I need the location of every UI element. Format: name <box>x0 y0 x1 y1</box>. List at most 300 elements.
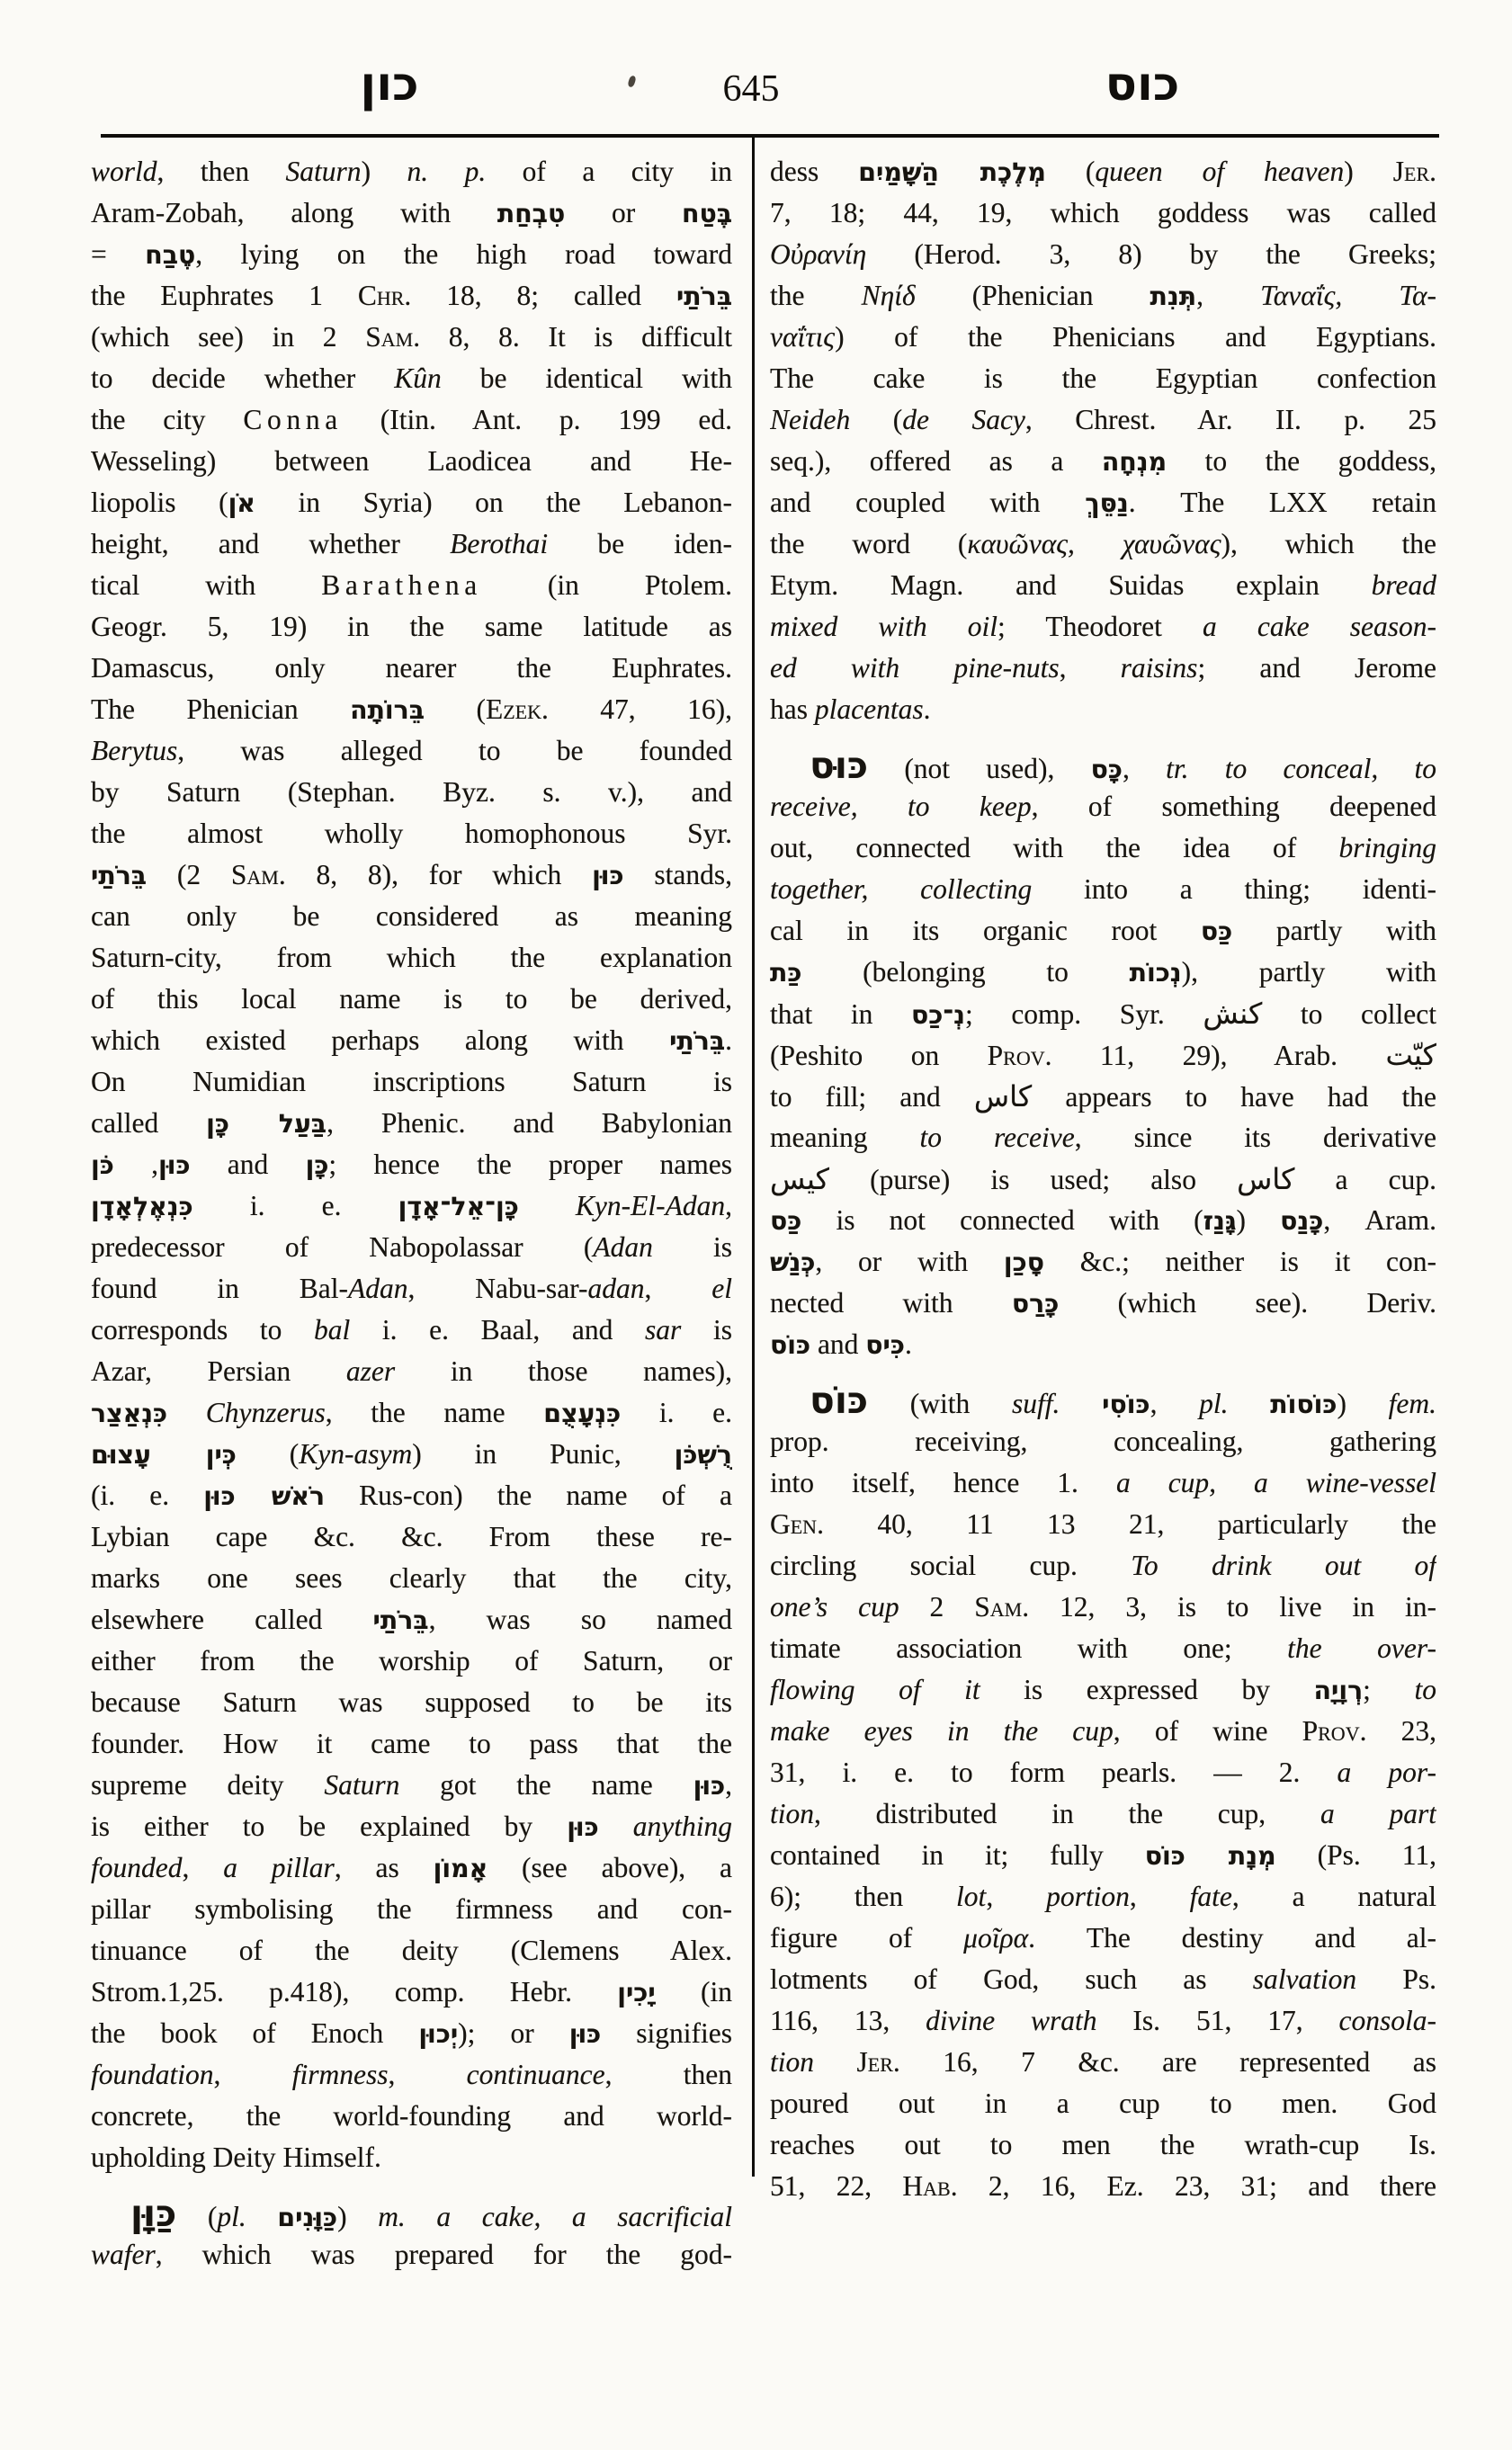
text-line <box>91 689 732 730</box>
text-segment: Adan <box>347 1273 408 1304</box>
right-column <box>770 151 1436 2207</box>
text-segment: Saturn <box>324 1769 400 1801</box>
text-segment: the over- <box>1287 1632 1436 1664</box>
text-segment: (Phenician <box>915 280 1150 311</box>
text-line <box>770 606 1436 648</box>
text-segment: 12, 3, is to live in in- <box>1029 1591 1436 1623</box>
hebrew-word: נַסֵּךְ <box>1085 488 1129 518</box>
text-segment: into itself, hence 1. <box>770 1467 1116 1498</box>
text-segment: (Ps. 11, <box>1275 1839 1436 1871</box>
text-segment: i. e. <box>621 1397 732 1428</box>
text-line <box>91 192 732 234</box>
text-segment: = <box>91 238 146 270</box>
text-segment: (which see). Deriv. <box>1059 1287 1436 1319</box>
text-line <box>91 275 732 317</box>
text-segment: , was so named <box>428 1604 732 1635</box>
hebrew-word: בַּעַל כָּן <box>206 1109 327 1139</box>
text-segment: meaning <box>770 1122 920 1153</box>
text-line <box>91 2013 732 2054</box>
text-segment: make eyes in the cup <box>770 1715 1114 1747</box>
text-segment: has <box>770 693 815 725</box>
text-line <box>770 441 1436 482</box>
text-segment: ) <box>337 2201 379 2232</box>
hebrew-word: כַּס <box>770 1206 802 1236</box>
text-line <box>91 1558 732 1599</box>
hebrew-word: כָּן <box>305 1150 329 1180</box>
text-segment: to fill; and <box>770 1081 974 1113</box>
text-segment: fem. <box>1388 1388 1436 1419</box>
text-segment: the word ( <box>770 528 968 559</box>
text-segment: Jer. <box>1392 156 1436 187</box>
hebrew-word: כּוֹס <box>770 1330 811 1360</box>
hebrew-word: כִּנְאֶלְאָדָן <box>91 1192 193 1221</box>
hebrew-word: כָּנַס <box>1280 1206 1324 1236</box>
text-segment: raisins <box>1120 652 1198 684</box>
text-segment: dess <box>770 156 859 187</box>
greek-word: ναΐτις <box>770 321 836 353</box>
text-segment: (which see) in 2 <box>91 321 366 353</box>
text-segment: ; comp. Syr. <box>964 998 1203 1030</box>
text-segment: pl. <box>217 2201 246 2232</box>
arabic-word: كاس <box>1237 1162 1295 1196</box>
text-line <box>770 689 1436 730</box>
text-segment: ), Aram. <box>1194 1204 1436 1236</box>
text-line <box>91 1889 732 1930</box>
text-segment: receive, to keep <box>770 791 1032 822</box>
text-segment: partly with <box>1232 915 1436 946</box>
text-segment: i. e. <box>192 1190 398 1221</box>
text-segment: signifies <box>601 2017 732 2049</box>
text-line <box>91 317 732 358</box>
page-number: 645 <box>722 68 780 110</box>
text-segment <box>1229 1388 1271 1419</box>
text-segment: n. p. <box>407 156 487 187</box>
text-line <box>91 151 732 192</box>
text-segment: , then <box>157 156 286 187</box>
text-segment: ; Theodoret <box>998 611 1203 642</box>
text-line <box>91 937 732 979</box>
text-segment: ed with pine-nuts <box>770 652 1060 684</box>
text-line <box>770 2000 1436 2042</box>
text-segment: , was alleged to be founded <box>177 735 732 766</box>
text-segment: contained in it; fully <box>770 1839 1145 1871</box>
text-segment: i. e. Baal, and <box>350 1314 646 1346</box>
text-segment: Kyn-asym <box>299 1438 413 1470</box>
text-line <box>91 441 732 482</box>
text-segment: Geogr. 5, 19) in the same latitude as <box>91 611 732 642</box>
text-line <box>91 1020 732 1061</box>
text-segment: a part <box>1320 1798 1436 1829</box>
text-segment: got the name <box>399 1769 693 1801</box>
text-segment: suff. <box>1012 1388 1060 1419</box>
text-segment: upholding Deity Himself. <box>91 2142 381 2173</box>
hebrew-word: כַּוָּנִים <box>277 2203 338 2232</box>
text-segment: Adan <box>593 1231 653 1263</box>
text-segment: a por- <box>1337 1757 1436 1788</box>
hebrew-word: כָּס <box>1090 755 1123 784</box>
hebrew-word: אֹן <box>228 488 255 518</box>
hebrew-word: בֵּרֹתַי <box>669 1026 726 1056</box>
text-line <box>770 952 1436 993</box>
text-line <box>91 606 732 648</box>
text-segment: 7, 18; 44, 19, which goddess was called <box>770 197 1436 228</box>
text-segment: corresponds to <box>91 1314 314 1346</box>
text-segment: Prov. <box>987 1040 1052 1071</box>
text-line <box>91 1765 732 1806</box>
text-line <box>770 1462 1436 1504</box>
text-line <box>770 1876 1436 1918</box>
text-segment: The cake is the Egyptian confection <box>770 362 1436 394</box>
text-segment: , distributed in the cup, <box>814 1798 1320 1829</box>
text-segment: Lybian cape &c. &c. From these re- <box>91 1521 732 1552</box>
text-segment: Aram-Zobah, along with <box>91 197 497 228</box>
hebrew-word: מְנָת כּוֹס <box>1144 1841 1276 1871</box>
text-segment: To drink out of <box>1131 1550 1436 1581</box>
text-segment: ( <box>425 693 486 725</box>
text-segment: The Phenician <box>91 693 351 725</box>
text-line <box>770 1628 1436 1669</box>
text-segment: divine wrath <box>926 2005 1097 2036</box>
text-segment: the almost wholly homophonous Syr. <box>91 818 732 849</box>
hebrew-word: אָמוֹן <box>433 1854 488 1883</box>
text-segment: . <box>923 693 931 725</box>
text-segment: lotments of God, such as <box>770 1963 1253 1995</box>
text-segment: azer <box>345 1355 396 1387</box>
text-line <box>91 1972 732 2013</box>
left-column <box>91 151 732 2276</box>
text-segment: of this local name is to be derived, <box>91 983 732 1015</box>
text-segment: (Itin. Ant. p. 199 ed. <box>342 404 732 435</box>
text-line <box>770 2124 1436 2166</box>
text-segment: , <box>213 2059 292 2090</box>
text-segment: 31, i. e. to form pearls. — 2. <box>770 1757 1338 1788</box>
text-segment: ( <box>1236 1204 1281 1236</box>
hebrew-word: כּוּן <box>157 1150 191 1180</box>
text-segment: 2, 16, Ez. 23, 31; and there <box>957 2170 1436 2202</box>
text-line <box>91 1061 732 1103</box>
text-segment: Azar, Persian <box>91 1355 346 1387</box>
text-segment: ); or <box>458 2017 569 2049</box>
text-segment: ) <box>1337 1388 1389 1419</box>
text-segment: prop. receiving, concealing, gathering <box>770 1426 1436 1457</box>
text-segment: is not connected with <box>801 1204 1194 1236</box>
text-segment: 47, 16), <box>548 693 732 725</box>
text-line <box>91 1351 732 1392</box>
text-segment: be iden- <box>548 528 732 559</box>
text-segment: tical with <box>91 569 322 601</box>
text-line <box>770 869 1436 910</box>
hebrew-word: רְוָיָה <box>1313 1676 1364 1705</box>
text-segment: (not used), <box>868 753 1091 784</box>
text-segment: Sam. <box>365 321 421 353</box>
text-segment: 6); then <box>770 1881 957 1912</box>
text-segment: (in Ptolem. <box>481 569 732 601</box>
greek-word: καυῶνας, χαυῶνας <box>967 528 1221 559</box>
hebrew-word: יְכוּן <box>418 2019 459 2049</box>
text-segment: (Peshito on <box>770 1040 988 1071</box>
greek-word: Νηίδ <box>861 280 916 311</box>
text-segment: wafer <box>91 2239 156 2270</box>
text-segment: (see above), a <box>488 1852 732 1883</box>
text-line <box>91 482 732 523</box>
text-segment: Sam. <box>230 859 286 890</box>
text-segment: adan <box>587 1273 645 1304</box>
text-segment: Prov. <box>1302 1715 1367 1747</box>
text-segment: , the name <box>325 1397 544 1428</box>
text-segment: poured out in a cup to men. God <box>770 2088 1436 2119</box>
text-line <box>770 1200 1436 1241</box>
text-segment: , <box>725 1769 732 1801</box>
text-segment: to collect <box>1262 998 1436 1030</box>
text-segment: , or with <box>815 1246 1004 1277</box>
text-segment: 8, 8), for which <box>285 859 593 890</box>
text-line <box>770 786 1436 827</box>
text-segment: , <box>644 1273 712 1304</box>
text-segment: , <box>1196 280 1261 311</box>
greek-word: Ταναΐς, Τα- <box>1260 280 1436 311</box>
text-line <box>91 813 732 854</box>
text-segment: queen of heaven <box>1095 156 1345 187</box>
text-line <box>770 234 1436 275</box>
text-segment: (2 <box>147 859 231 890</box>
text-segment: called <box>91 1107 207 1139</box>
text-line <box>91 1310 732 1351</box>
hebrew-word: כּוֹס <box>810 1380 869 1421</box>
text-segment: world <box>91 156 157 187</box>
text-segment: ), partly with <box>1181 956 1436 988</box>
text-segment: lot <box>956 1881 987 1912</box>
text-segment: of a city in <box>486 156 732 187</box>
hebrew-word: כִּנְעָצֻם <box>543 1399 622 1428</box>
text-segment: Kyn-El-Adan <box>575 1190 726 1221</box>
text-segment: figure of <box>770 1922 964 1954</box>
text-segment: stands, <box>623 859 732 890</box>
ink-speck <box>627 75 637 88</box>
text-line <box>770 745 1436 786</box>
text-segment: tinuance of the deity (Clemens Alex. <box>91 1935 732 1966</box>
text-segment: timate association with one; <box>770 1632 1288 1664</box>
text-segment: foundation <box>91 2059 214 2090</box>
text-segment: , <box>1122 753 1167 784</box>
text-segment: , since its derivative <box>1074 1122 1436 1153</box>
text-line <box>770 1283 1436 1324</box>
text-line <box>770 648 1436 689</box>
text-segment: ( <box>850 404 903 435</box>
text-segment: concrete, the world-founding and world- <box>91 2100 732 2132</box>
text-line <box>91 2234 732 2276</box>
text-segment: appears to have had the <box>1032 1081 1436 1113</box>
text-segment: On Numidian inscriptions Saturn is <box>91 1066 732 1097</box>
text-line <box>770 275 1436 317</box>
text-line <box>770 1034 1436 1076</box>
text-segment: Conna <box>243 404 343 435</box>
text-line <box>91 2137 732 2178</box>
text-line <box>770 565 1436 606</box>
text-segment: , Nabu-sar- <box>407 1273 588 1304</box>
text-line <box>91 1434 732 1475</box>
text-segment: circling social cup. <box>770 1550 1132 1581</box>
text-segment: (with <box>868 1388 1013 1419</box>
text-segment: Kûn <box>394 362 442 394</box>
text-segment: ) <box>1344 156 1393 187</box>
text-segment: because Saturn was supposed to be its <box>91 1686 732 1718</box>
hebrew-word: כּוּן <box>567 1812 599 1842</box>
text-segment: , lying on the high road toward <box>195 238 732 270</box>
text-segment: ), which the <box>1221 528 1436 559</box>
hebrew-word: כּוּס <box>810 745 869 786</box>
text-line <box>91 1475 732 1516</box>
text-segment: 18, 8; called <box>411 280 676 311</box>
text-segment: firmness <box>291 2059 389 2090</box>
hebrew-word: כָּן־אֵל־אָדָן <box>398 1192 519 1221</box>
text-segment: liopolis ( <box>91 487 228 518</box>
text-segment: ; <box>1363 1674 1415 1705</box>
hebrew-word: כּוּן <box>568 2019 602 2049</box>
text-segment: . The destiny and al- <box>1028 1922 1436 1954</box>
text-line <box>770 1587 1436 1628</box>
text-segment: Ezek. <box>485 693 549 725</box>
text-segment: , Phenic. and Babylonian <box>327 1107 732 1139</box>
text-line <box>91 648 732 689</box>
arabic-word: كاس <box>973 1079 1033 1113</box>
text-line <box>91 1103 732 1144</box>
text-segment: , <box>725 1190 732 1221</box>
hebrew-word: כַּוָּן <box>130 2193 177 2234</box>
text-segment: Barathena <box>321 569 482 601</box>
paragraph <box>91 151 732 2178</box>
greek-word: Οὐρανίη <box>770 238 867 270</box>
text-line <box>770 1959 1436 2000</box>
text-segment: into a thing; identi- <box>1032 873 1436 905</box>
text-segment: Saturn-city, from which the explanation <box>91 942 732 973</box>
text-line <box>91 1144 732 1185</box>
text-segment <box>814 2046 856 2078</box>
text-segment: ) of the Phenicians and Egyptians. <box>835 321 1436 353</box>
text-segment: Neideh <box>770 404 851 435</box>
text-segment: 40, 11 13 21, particularly the <box>823 1508 1436 1540</box>
hebrew-word: בֵּרֹתַי <box>675 282 732 311</box>
text-line <box>770 993 1436 1034</box>
hebrew-word: רֹאשׁ כּוּן <box>203 1481 326 1511</box>
text-segment: , <box>182 1852 224 1883</box>
text-segment: pillar symbolising the firmness and con- <box>91 1893 732 1925</box>
text-segment: (i. e. <box>91 1480 204 1511</box>
text-line <box>91 1185 732 1227</box>
hebrew-word: בֵּרֹתַי <box>372 1605 429 1635</box>
text-segment: . <box>725 1024 732 1056</box>
text-line <box>91 854 732 896</box>
text-segment: seq.), offered as a <box>770 445 1102 477</box>
text-line <box>770 2083 1436 2124</box>
text-segment: is either to be explained by <box>91 1811 568 1842</box>
text-line <box>770 399 1436 441</box>
text-line <box>770 1117 1436 1158</box>
hebrew-word: נְכוֹת <box>1129 958 1182 988</box>
text-segment: the <box>770 280 862 311</box>
text-segment: be identical with <box>441 362 732 394</box>
text-segment: 116, 13, <box>770 2005 926 2036</box>
text-segment: which existed perhaps along with <box>91 1024 670 1056</box>
text-segment: salvation <box>1252 1963 1357 1995</box>
hebrew-word: כּוּן <box>592 861 624 890</box>
paragraph <box>91 2193 732 2276</box>
text-line <box>770 1918 1436 1959</box>
paragraph <box>770 151 1436 730</box>
hebrew-word: כְּנַשׁ <box>770 1247 816 1277</box>
text-line <box>91 2193 732 2234</box>
text-segment: together, collecting <box>770 873 1033 905</box>
text-segment: , which was prepared for the god- <box>155 2239 732 2270</box>
text-segment: pl. <box>1199 1388 1229 1419</box>
text-segment: , of wine <box>1113 1715 1302 1747</box>
text-segment: portion <box>1046 1881 1130 1912</box>
text-line <box>770 1752 1436 1793</box>
text-segment <box>167 1397 206 1428</box>
text-segment: , <box>1150 1388 1200 1419</box>
text-segment: bringing <box>1338 832 1436 863</box>
text-segment: , as <box>334 1852 434 1883</box>
text-segment: ; and Jerome <box>1197 652 1436 684</box>
text-line <box>91 1599 732 1641</box>
text-segment: is <box>652 1231 732 1263</box>
text-segment: tr. to conceal, to <box>1166 753 1436 784</box>
text-segment: the book of Enoch <box>91 2017 419 2049</box>
text-segment <box>1060 1388 1102 1419</box>
text-segment: Hab. <box>902 2170 958 2202</box>
text-segment: a cup. <box>1294 1164 1436 1195</box>
text-segment: ( <box>176 2201 218 2232</box>
text-segment: in those names), <box>395 1355 732 1387</box>
text-segment: , <box>113 1149 158 1180</box>
text-line <box>91 896 732 937</box>
text-segment: founded <box>91 1852 183 1883</box>
text-segment: marks one sees clearly that the city, <box>91 1562 732 1594</box>
hebrew-word: כּוֹסוֹת <box>1270 1390 1338 1419</box>
hebrew-word: יָכִין <box>617 1978 656 2007</box>
hebrew-word: כִּנְאַצַר <box>91 1399 168 1428</box>
text-line <box>770 910 1436 952</box>
text-segment: mixed with oil <box>770 611 998 642</box>
text-segment: tion <box>770 2046 815 2078</box>
text-segment: sar <box>645 1314 682 1346</box>
paragraph <box>770 1380 1436 2207</box>
header-rule <box>101 134 1439 138</box>
text-segment: 2 <box>899 1591 975 1623</box>
text-segment: Rus-con) the name of a <box>325 1480 732 1511</box>
hebrew-word: כַּת <box>770 958 802 988</box>
hebrew-word: נְ־כַס <box>911 1000 965 1030</box>
text-line <box>770 317 1436 358</box>
text-segment: or <box>565 197 682 228</box>
text-segment: fate <box>1189 1881 1232 1912</box>
text-segment: Berothai <box>450 528 549 559</box>
text-segment: height, and whether <box>91 528 451 559</box>
text-segment: placentas <box>814 693 924 725</box>
text-segment: Jer. <box>856 2046 900 2078</box>
text-line <box>91 730 732 772</box>
text-line <box>770 151 1436 192</box>
hebrew-word: כּוֹסִי <box>1102 1390 1150 1419</box>
text-segment: bal <box>314 1314 351 1346</box>
text-segment: , Chrest. Ar. II. p. 25 <box>1024 404 1436 435</box>
text-segment: , <box>388 2059 467 2090</box>
text-segment: (Herod. 3, 8) by the Greeks; <box>866 238 1436 270</box>
text-segment: 11, 29), Arab. <box>1051 1040 1386 1071</box>
text-line <box>91 1723 732 1765</box>
text-line <box>770 1076 1436 1117</box>
text-segment: supreme deity <box>91 1769 325 1801</box>
text-segment: (belonging to <box>801 956 1130 988</box>
